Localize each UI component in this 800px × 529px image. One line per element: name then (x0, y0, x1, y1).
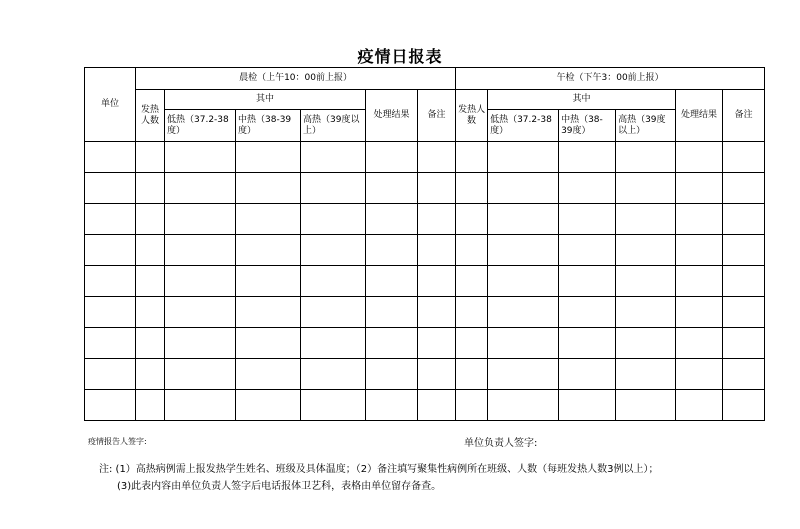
table-cell (366, 204, 418, 235)
table-cell (85, 266, 136, 297)
table-cell (136, 266, 165, 297)
table-cell (723, 359, 765, 390)
table-row (85, 235, 765, 266)
table-cell (676, 173, 723, 204)
table-cell (366, 390, 418, 421)
table-cell (723, 328, 765, 359)
table-cell (301, 266, 366, 297)
table-cell (366, 142, 418, 173)
morning-low-fever-header: 低热（37.2-38度） (165, 110, 236, 142)
morning-fever-count-header: 发热人数 (136, 90, 165, 142)
table-cell (559, 328, 616, 359)
afternoon-low-fever-header: 低热（37.2-38度） (488, 110, 559, 142)
table-cell (488, 204, 559, 235)
table-cell (559, 235, 616, 266)
table-cell (85, 173, 136, 204)
afternoon-result-header: 处理结果 (676, 90, 723, 142)
table-cell (301, 142, 366, 173)
table-cell (456, 390, 488, 421)
table-cell (616, 297, 676, 328)
epidemic-report-table (84, 67, 765, 421)
table-cell (456, 328, 488, 359)
table-cell (676, 142, 723, 173)
table-cell (723, 235, 765, 266)
table-cell (676, 328, 723, 359)
morning-result-header: 处理结果 (366, 90, 418, 142)
table-cell (456, 142, 488, 173)
table-cell (418, 235, 456, 266)
morning-remark-header: 备注 (418, 90, 456, 142)
table-cell (456, 359, 488, 390)
table-cell (488, 328, 559, 359)
table-cell (456, 266, 488, 297)
afternoon-fever-count-header: 发热人数 (456, 90, 488, 142)
table-cell (559, 266, 616, 297)
afternoon-high-fever-header: 高热（39度以上） (616, 110, 676, 142)
morning-among-header: 其中 (165, 90, 366, 110)
table-row (85, 142, 765, 173)
table-cell (488, 142, 559, 173)
table-row (85, 328, 765, 359)
table-cell (136, 235, 165, 266)
table-cell (236, 359, 301, 390)
table-cell (301, 328, 366, 359)
table-cell (236, 173, 301, 204)
table-row (85, 390, 765, 421)
table-cell (723, 390, 765, 421)
table-cell (456, 297, 488, 328)
table-cell (723, 204, 765, 235)
table-cell (616, 359, 676, 390)
table-cell (366, 235, 418, 266)
table-cell (85, 297, 136, 328)
table-cell (301, 390, 366, 421)
table-cell (136, 328, 165, 359)
afternoon-remark-header: 备注 (723, 90, 765, 142)
table-cell (456, 173, 488, 204)
table-cell (165, 266, 236, 297)
table-cell (136, 297, 165, 328)
table-cell (136, 173, 165, 204)
table-row (85, 266, 765, 297)
table-cell (301, 297, 366, 328)
table-cell (723, 266, 765, 297)
table-cell (418, 142, 456, 173)
table-cell (165, 297, 236, 328)
table-cell (676, 204, 723, 235)
table-cell (165, 173, 236, 204)
morning-mid-fever-header: 中热（38-39度） (236, 110, 301, 142)
table-cell (676, 359, 723, 390)
table-cell (418, 204, 456, 235)
table-cell (559, 359, 616, 390)
table-cell (676, 266, 723, 297)
table-cell (559, 204, 616, 235)
table-cell (85, 235, 136, 266)
table-cell (616, 235, 676, 266)
afternoon-check-header: 午检（下午3：00前上报） (456, 68, 765, 90)
table-cell (559, 390, 616, 421)
table-cell (85, 328, 136, 359)
table-cell (301, 235, 366, 266)
reporter-signature-label: 疫情报告人签字: (88, 437, 147, 446)
unit-leader-signature-label: 单位负责人签字: (464, 438, 538, 449)
table-cell (236, 266, 301, 297)
table-cell (136, 142, 165, 173)
table-cell (616, 142, 676, 173)
table-cell (559, 297, 616, 328)
table-cell (456, 204, 488, 235)
table-cell (488, 266, 559, 297)
table-cell (676, 390, 723, 421)
table-cell (488, 235, 559, 266)
table-cell (616, 328, 676, 359)
morning-check-header: 晨检（上午10：00前上报） (136, 68, 456, 90)
table-cell (236, 142, 301, 173)
table-cell (236, 297, 301, 328)
table-cell (165, 142, 236, 173)
table-cell (85, 142, 136, 173)
table-row (85, 204, 765, 235)
table-cell (366, 328, 418, 359)
table-cell (418, 359, 456, 390)
table-cell (165, 235, 236, 266)
table-cell (165, 359, 236, 390)
table-cell (488, 297, 559, 328)
page-title: 疫情日报表 (357, 47, 443, 66)
table-cell (85, 359, 136, 390)
table-cell (676, 297, 723, 328)
table-cell (418, 328, 456, 359)
table-cell (559, 173, 616, 204)
table-cell (488, 173, 559, 204)
morning-high-fever-header: 高热（39度以上） (301, 110, 366, 142)
table-cell (165, 390, 236, 421)
table-cell (616, 266, 676, 297)
table-cell (301, 359, 366, 390)
table-cell (723, 297, 765, 328)
table-cell (366, 359, 418, 390)
table-cell (301, 173, 366, 204)
table-cell (418, 390, 456, 421)
table-cell (85, 390, 136, 421)
table-cell (418, 297, 456, 328)
afternoon-among-header: 其中 (488, 90, 676, 110)
table-row (85, 297, 765, 328)
table-cell (366, 173, 418, 204)
table-cell (301, 204, 366, 235)
table-cell (165, 328, 236, 359)
table-cell (616, 173, 676, 204)
note-line-1: 注: (1）高热病例需上报发热学生姓名、班级及具体温度；（2）备注填写聚集性病例所在班级、人数（每班发热人数3例以上）； (99, 464, 659, 475)
table-cell (723, 173, 765, 204)
table-cell (236, 204, 301, 235)
table-cell (136, 204, 165, 235)
table-row (85, 359, 765, 390)
table-cell (366, 266, 418, 297)
table-cell (488, 390, 559, 421)
table-cell (85, 204, 136, 235)
afternoon-mid-fever-header: 中热（38-39度） (559, 110, 616, 142)
table-cell (366, 297, 418, 328)
table-cell (418, 266, 456, 297)
table-cell (559, 142, 616, 173)
table-cell (418, 173, 456, 204)
table-row (85, 173, 765, 204)
table-cell (616, 204, 676, 235)
table-cell (136, 359, 165, 390)
table-cell (136, 390, 165, 421)
table-cell (616, 390, 676, 421)
table-cell (165, 204, 236, 235)
table-cell (488, 359, 559, 390)
table-cell (236, 328, 301, 359)
unit-header: 单位 (85, 68, 136, 142)
note-line-2: (3)此表内容由单位负责人签字后电话报体卫艺科，表格由单位留存备查。 (117, 481, 442, 492)
table-cell (676, 235, 723, 266)
table-cell (236, 235, 301, 266)
table-cell (236, 390, 301, 421)
table-cell (723, 142, 765, 173)
table-cell (456, 235, 488, 266)
